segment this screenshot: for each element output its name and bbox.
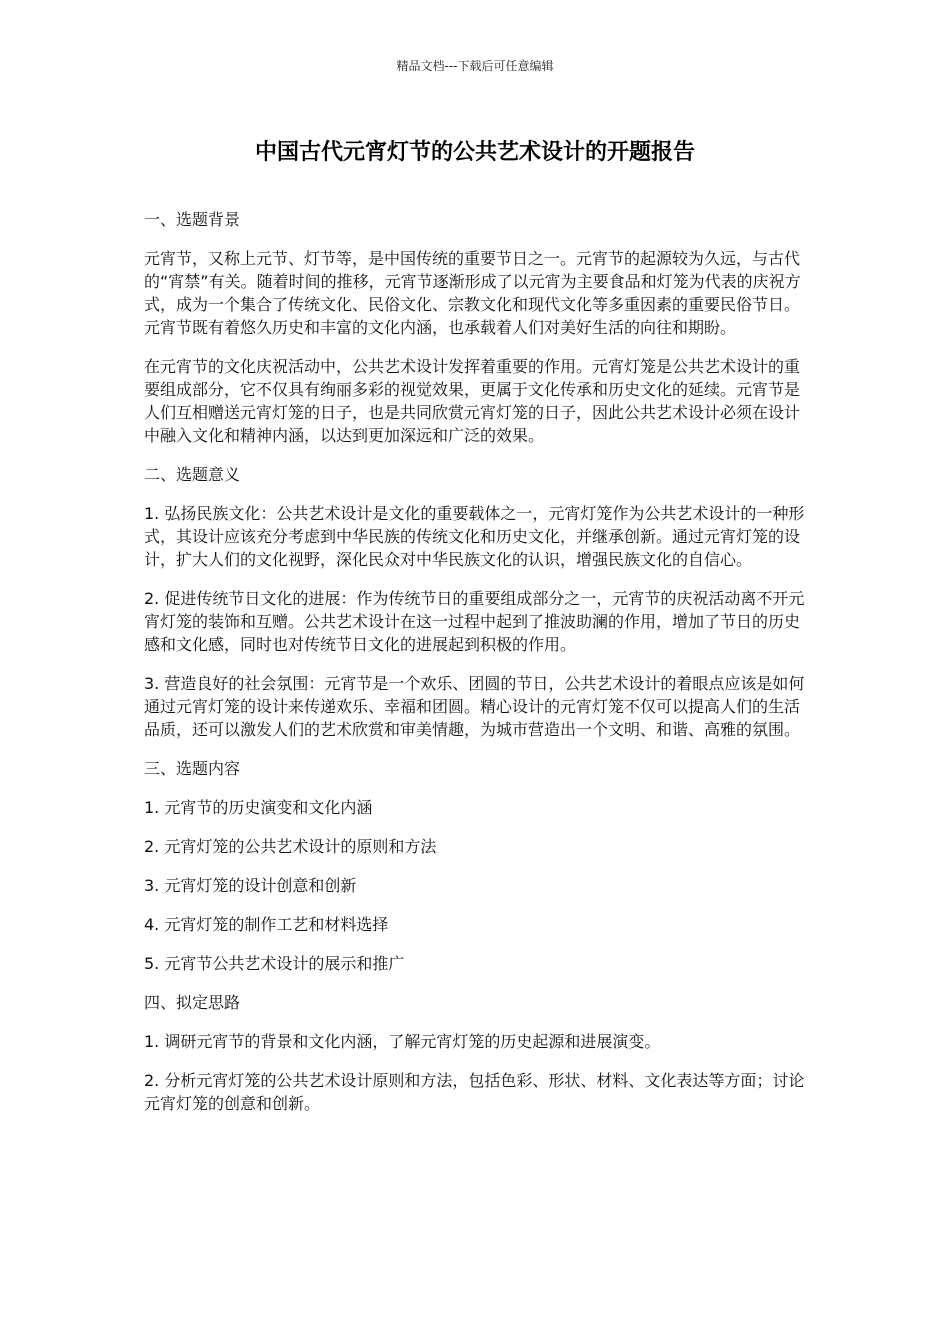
paragraph: 1. 调研元宵节的背景和文化内涵，了解元宵灯笼的历史起源和进展演变。 — [144, 1032, 661, 1051]
section-heading: 四、拟定思路 — [144, 993, 241, 1012]
section-heading: 一、选题背景 — [144, 210, 241, 229]
list-item: 1. 元宵节的历史演变和文化内涵 — [144, 798, 373, 817]
section-approach — [144, 991, 806, 1115]
paragraph: 2. 分析元宵灯笼的公共艺术设计原则和方法，包括色彩、形状、材料、文化表达等方面；讨论元宵灯笼的创意和创新。 — [144, 1071, 805, 1113]
document-title: 中国古代元宵灯节的公共艺术设计的开题报告 — [254, 140, 695, 165]
list-item: 2. 元宵灯笼的公共艺术设计的原则和方法 — [144, 837, 437, 856]
list-item: 3. 元宵灯笼的设计创意和创新 — [144, 876, 357, 895]
section-significance — [144, 463, 806, 741]
paragraph: 2. 促进传统节日文化的进展：作为传统节日的重要组成部分之一，元宵节的庆祝活动离不开元宵灯笼的装饰和互赠。公共艺术设计在这一过程中起到了推波助澜的作用，增加了节日的历史感和文化感，同时也对传统节日文化的进展起到积极的作用。 — [144, 589, 805, 654]
document-body — [144, 208, 806, 1131]
page-header: 精品文档---下载后可任意编辑 — [396, 59, 554, 73]
list-item: 5. 元宵节公共艺术设计的展示和推广 — [144, 954, 405, 973]
section-heading: 二、选题意义 — [144, 465, 241, 484]
section-heading: 三、选题内容 — [144, 759, 241, 778]
list-item: 4. 元宵灯笼的制作工艺和材料选择 — [144, 915, 389, 934]
paragraph: 在元宵节的文化庆祝活动中，公共艺术设计发挥着重要的作用。元宵灯笼是公共艺术设计的重要组成部分，它不仅具有绚丽多彩的视觉效果，更属于文化传承和历史文化的延续。元宵节是人们互相赠送元宵灯笼的日子，也是共同欣赏元宵灯笼的日子，因此公共艺术设计必须在设计中融入文化和精神内涵，以达到更加深远和广泛的效果。 — [144, 357, 801, 445]
paragraph: 3. 营造良好的社会氛围：元宵节是一个欢乐、团圆的节日，公共艺术设计的着眼点应该是如何通过元宵灯笼的设计来传递欢乐、幸福和团圆。精心设计的元宵灯笼不仅可以提高人们的生活品质，还可以激发人们的艺术欣赏和审美情趣，为城市营造出一个文明、和谐、高雅的氛围。 — [144, 674, 805, 739]
paragraph: 元宵节，又称上元节、灯节等，是中国传统的重要节日之一。元宵节的起源较为久远，与古代的“宵禁”有关。随着时间的推移，元宵节逐渐形成了以元宵为主要食品和灯笼为代表的庆祝方式，成为一个集合了传统文化、民俗文化、宗教文化和现代文化等多重因素的重要民俗节日。元宵节既有着悠久历史和丰富的文化内涵，也承载着人们对美好生活的向往和期盼。 — [144, 249, 801, 337]
section-background — [144, 208, 806, 447]
section-content — [144, 757, 806, 975]
paragraph: 1. 弘扬民族文化：公共艺术设计是文化的重要载体之一，元宵灯笼作为公共艺术设计的一种形式，其设计应该充分考虑到中华民族的传统文化和历史文化，并继承创新。通过元宵灯笼的设计，扩大人们的文化视野，深化民众对中华民族文化的认识，增强民族文化的自信心。 — [144, 504, 805, 569]
